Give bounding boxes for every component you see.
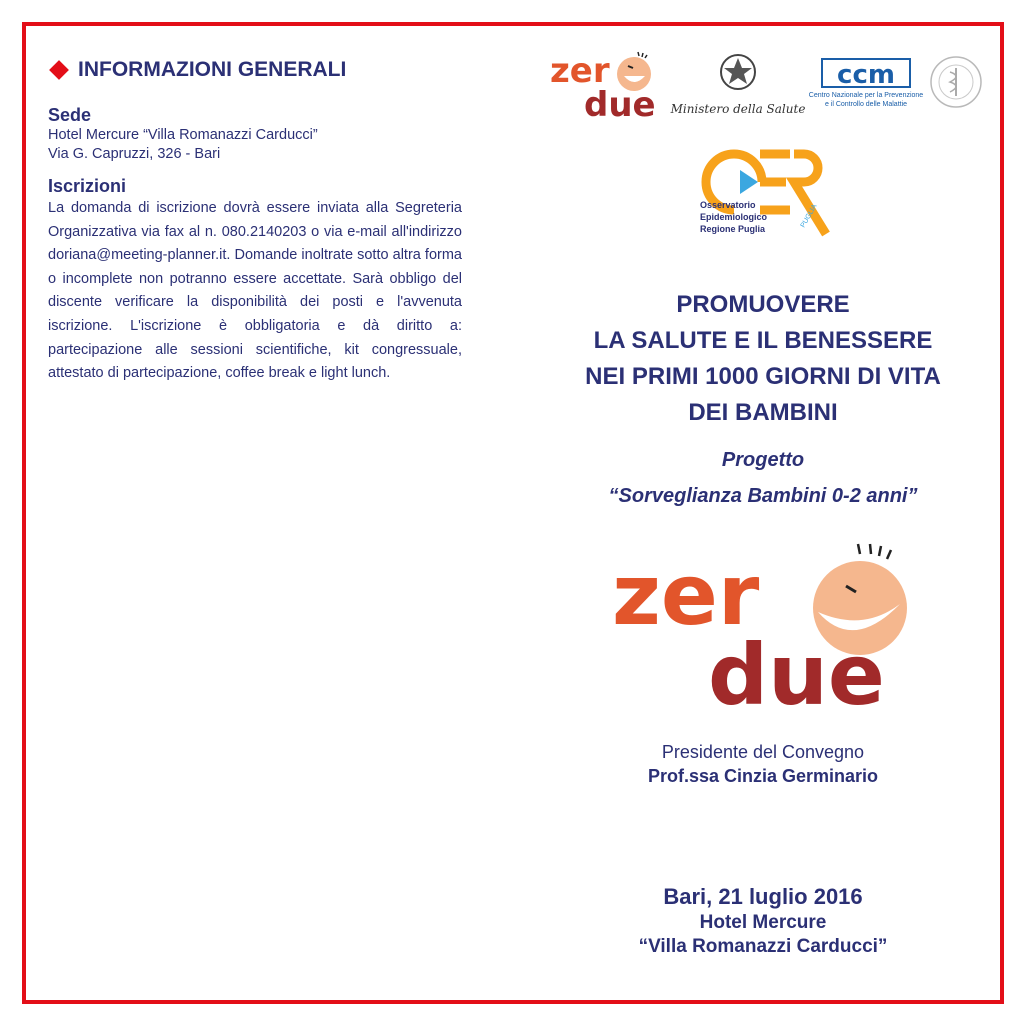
- event-date: Bari, 21 luglio 2016: [663, 884, 863, 909]
- due-text-large: due: [708, 626, 885, 724]
- ccm-text: ccm: [837, 60, 895, 90]
- diamond-bullet-icon: [49, 60, 69, 80]
- president-role: Presidente del Convegno: [661, 742, 865, 762]
- iss-text: [928, 53, 930, 54]
- zero-text-small: zer: [550, 51, 610, 91]
- ccm-logo: [808, 55, 924, 111]
- info-column: [48, 58, 462, 386]
- oer-arrow-icon: [740, 170, 758, 194]
- project-name: “Sorveglianza Bambini 0-2 anni”: [608, 485, 918, 507]
- ccm-line-2: e il Controllo delle Malattie: [824, 101, 908, 108]
- oer-line-1: Osservatorio: [700, 200, 756, 210]
- oer-puglia-text: PUGLIA: [799, 203, 819, 229]
- sede-line-2: Via G. Capruzzi, 326 - Bari: [48, 146, 221, 162]
- president-name: Prof.ssa Cinzia Germinario: [647, 766, 879, 786]
- section-title: INFORMAZIONI GENERALI: [78, 58, 347, 81]
- oer-logo: [700, 148, 830, 240]
- oer-line-3: Regione Puglia: [700, 224, 766, 234]
- oer-line-2: Epidemiologico: [700, 212, 768, 222]
- title-line-3: NEI PRIMI 1000 GIORNI DI VITA: [585, 363, 941, 390]
- title-line-2: LA SALUTE E IL BENESSERE: [593, 327, 933, 354]
- zero-text-large: zer: [612, 546, 760, 644]
- iscrizioni-text: La domanda di iscrizione dovrà essere inviata alla Segreteria Organizzativa via fax al n. 080.2140203 o via e-mail all'indirizzo doriana@meeting-planner.it. Domande inoltrate sotto altra forma o incomplete non potranno essere accettate. Sarà obbligo del discente verificare la disponibilità dei posti e l'avvenuta iscrizione. L'iscrizione è obbligatoria e dà diritto a: partecipazione alle sessioni scientifiche, kit congressuale, attestato di partecipazione, coffee break e light lunch.: [48, 200, 462, 382]
- event-venue-2: “Villa Romanazzi Carducci”: [638, 936, 888, 957]
- sede-line-1: Hotel Mercure “Villa Romanazzi Carducci”: [48, 127, 318, 143]
- iscrizioni-label: Iscrizioni: [48, 176, 127, 196]
- ccm-line-1: Centro Nazionale per la Prevenzione: [808, 92, 924, 99]
- ministero-logo: [670, 48, 806, 120]
- due-text-small: due: [584, 85, 656, 125]
- zerodue-logo-large: [608, 532, 928, 722]
- title-line-1: PROMUOVERE: [676, 291, 850, 318]
- iss-logo: [928, 54, 984, 110]
- section-header: [48, 58, 462, 82]
- title-line-4: DEI BAMBINI: [688, 399, 838, 426]
- event-venue-1: Hotel Mercure: [699, 912, 827, 933]
- zerodue-logo-small: [548, 48, 668, 125]
- main-title: [540, 287, 986, 431]
- sede-label: Sede: [48, 105, 92, 125]
- project-label: Progetto: [721, 449, 805, 471]
- ministero-text: Ministero della Salute: [670, 102, 806, 116]
